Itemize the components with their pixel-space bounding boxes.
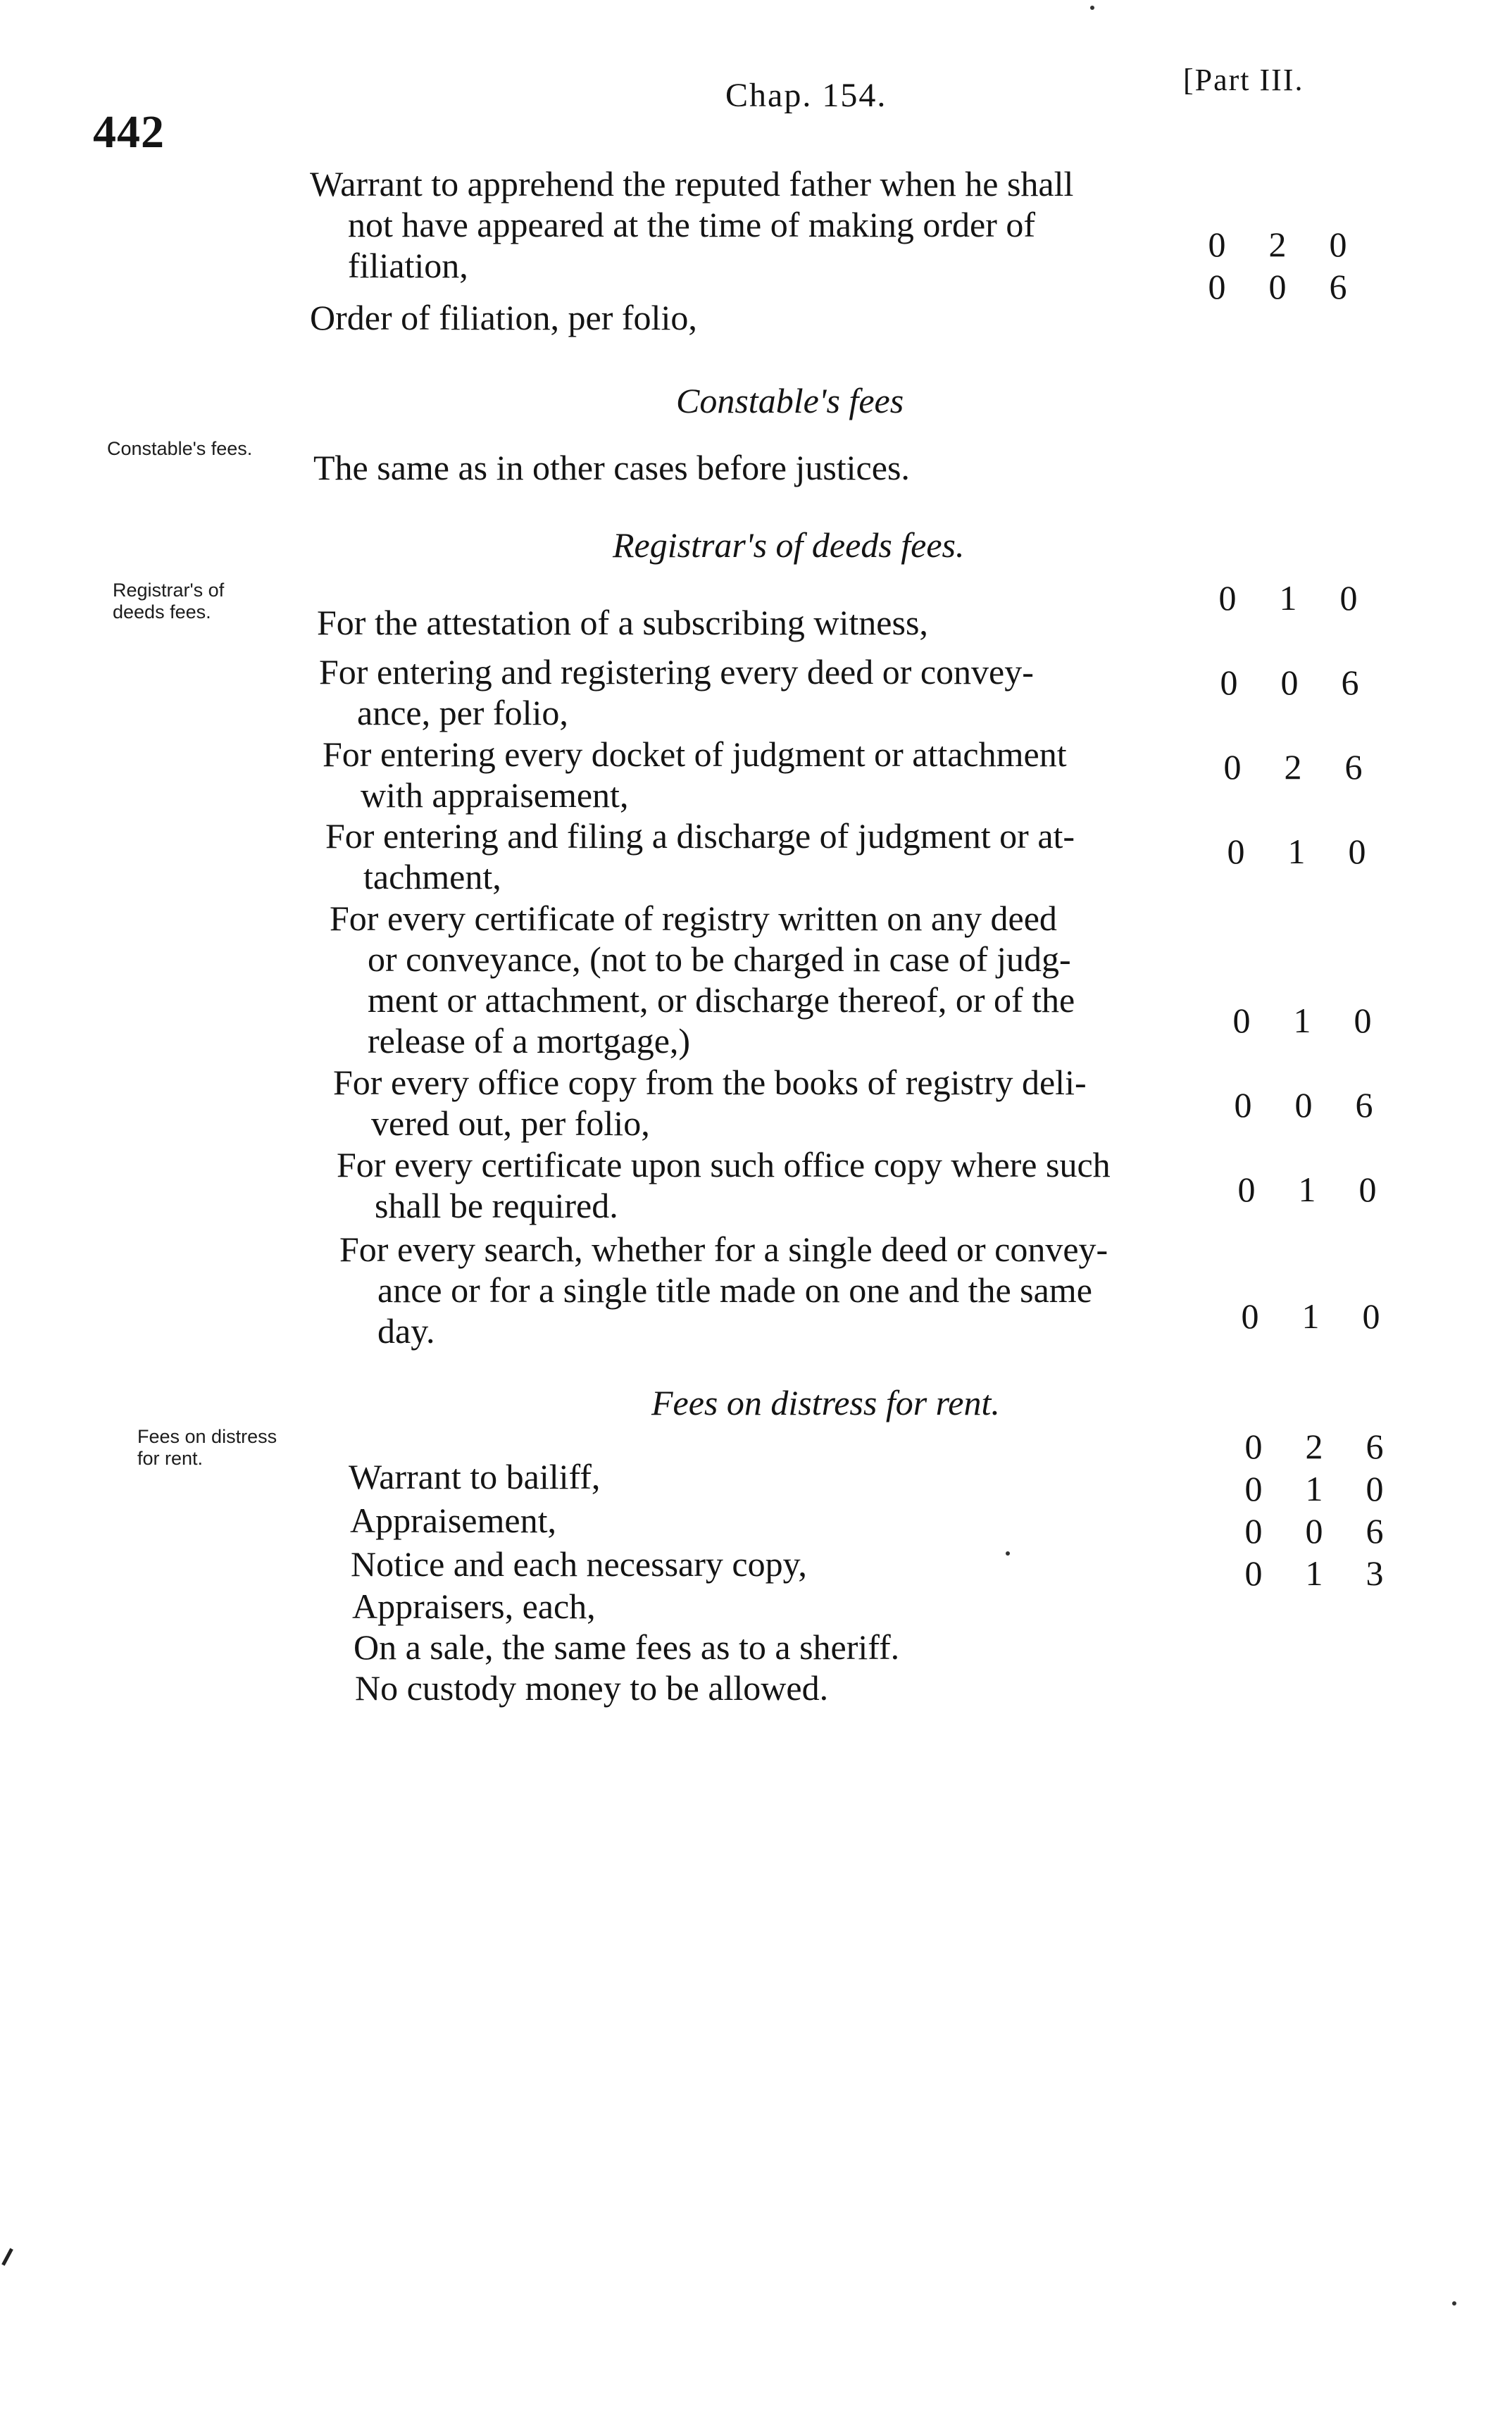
- amount-pounds: 0: [1234, 1085, 1252, 1125]
- amount-pence: 6: [1355, 1085, 1373, 1125]
- entry-line: with appraisement,: [361, 775, 629, 815]
- fee-entry-search: [339, 1229, 1108, 1351]
- scan-speck: [1452, 2301, 1456, 2306]
- amount-shillings: 1: [1301, 1296, 1320, 1336]
- amount-shillings: 1: [1279, 578, 1297, 618]
- entry-line: For the attestation of a subscribing witness,: [317, 603, 928, 642]
- amount-pounds: 0: [1244, 1511, 1263, 1551]
- margin-note-line: Fees on distress: [137, 1426, 277, 1447]
- amount-pence: 0: [1329, 225, 1347, 264]
- page-number: 442: [93, 106, 165, 158]
- amount-pence: 6: [1341, 663, 1359, 702]
- amount-pence: 6: [1329, 267, 1347, 306]
- amount-pence: 0: [1348, 832, 1366, 871]
- entry-line: For entering every docket of judgment or attachment: [323, 734, 1067, 774]
- entry-line: shall be required.: [375, 1186, 618, 1225]
- amount-pounds: 0: [1208, 225, 1226, 264]
- entry-line: For every certificate of registry written on any deed: [330, 899, 1057, 938]
- scan-speck: [1090, 6, 1094, 10]
- fee-amount-warrant-father: [1187, 224, 1368, 265]
- amount-pence: 0: [1362, 1296, 1380, 1336]
- section-heading-distress: Fees on distress for rent.: [651, 1383, 1000, 1422]
- margin-note-line: for rent.: [137, 1448, 204, 1469]
- amount-shillings: 1: [1298, 1170, 1316, 1209]
- amount-pounds: 0: [1244, 1553, 1263, 1593]
- amount-pence: 6: [1366, 1427, 1384, 1466]
- fee-entry-attestation: [317, 602, 928, 643]
- fee-amount-docket-judgment: [1202, 746, 1384, 787]
- amount-pounds: 0: [1218, 578, 1237, 618]
- entry-line: For every office copy from the books of registry deli-: [333, 1063, 1087, 1102]
- entry-line: For entering and registering every deed or convey-: [319, 652, 1034, 692]
- fee-entry-certificate-copy: [337, 1144, 1111, 1226]
- fee-amount-discharge: [1206, 831, 1387, 872]
- entry-line: day.: [377, 1311, 435, 1351]
- fee-entry-warrant-bailiff: Warrant to bailiff,: [349, 1457, 601, 1496]
- amount-shillings: 0: [1280, 663, 1299, 702]
- fee-amount-warrant-bailiff: [1223, 1426, 1405, 1467]
- margin-note-line: Registrar's of: [113, 580, 225, 601]
- fee-entry-appraisers: Appraisers, each,: [352, 1587, 596, 1626]
- entry-line: ance or for a single title made on one and the same: [377, 1270, 1092, 1310]
- fee-amount-attestation: [1197, 577, 1379, 618]
- section-heading-constables: Constable's fees: [676, 381, 904, 420]
- fee-amount-search: [1220, 1296, 1401, 1337]
- scan-speck: [1006, 1551, 1010, 1556]
- entry-line: ance, per folio,: [357, 693, 568, 732]
- entry-line: For every certificate upon such office copy where such: [337, 1145, 1111, 1184]
- amount-pounds: 0: [1232, 1001, 1251, 1040]
- amount-pence: 3: [1366, 1553, 1384, 1593]
- amount-pounds: 0: [1227, 832, 1245, 871]
- entry-line: not have appeared at the time of making order of: [348, 205, 1036, 244]
- margin-note-registrars: [113, 580, 224, 623]
- part-label: [Part III.: [1183, 63, 1304, 97]
- margin-note-distress: [137, 1426, 277, 1470]
- fee-entry-warrant-father: [310, 163, 1073, 286]
- entry-line: or conveyance, (not to be charged in case of judg-: [368, 939, 1071, 979]
- amount-pounds: 0: [1244, 1469, 1263, 1508]
- fee-entry-registering-deed: [319, 651, 1034, 733]
- amount-shillings: 1: [1305, 1553, 1323, 1593]
- scan-edge-mark: [1, 2248, 13, 2265]
- entry-line: release of a mortgage,): [368, 1021, 691, 1061]
- entry-line: filiation,: [348, 246, 468, 285]
- entry-line: tachment,: [363, 857, 501, 896]
- entry-line: ment or attachment, or discharge thereof, or of the: [368, 980, 1075, 1020]
- distress-note-custody: No custody money to be allowed.: [355, 1668, 829, 1708]
- fee-amount-appraisement: [1223, 1468, 1405, 1509]
- amount-shillings: 2: [1305, 1427, 1323, 1466]
- margin-note-constables: Constable's fees.: [107, 438, 253, 459]
- chapter-title: Chap. 154.: [725, 77, 887, 114]
- amount-pence: 0: [1366, 1469, 1384, 1508]
- amount-shillings: 1: [1293, 1001, 1311, 1040]
- fee-amount-registering-deed: [1199, 662, 1380, 703]
- fee-entry-certificate-registry: [330, 898, 1075, 1061]
- amount-pounds: 0: [1237, 1170, 1256, 1209]
- amount-pounds: 0: [1208, 267, 1226, 306]
- fee-amount-certificate-copy: [1216, 1169, 1398, 1210]
- fee-amount-certificate-registry: [1211, 1000, 1393, 1041]
- amount-shillings: 0: [1294, 1085, 1313, 1125]
- amount-shillings: 0: [1305, 1511, 1323, 1551]
- fee-amount-office-copy: [1213, 1084, 1394, 1125]
- fee-amount-appraisers: [1223, 1553, 1405, 1594]
- amount-pence: 0: [1354, 1001, 1372, 1040]
- amount-pence: 6: [1366, 1511, 1384, 1551]
- entry-line: For entering and filing a discharge of judgment or at-: [325, 816, 1075, 856]
- margin-note-line: deeds fees.: [113, 601, 211, 623]
- fee-amount-order-filiation: [1187, 266, 1368, 307]
- amount-pounds: 0: [1220, 663, 1238, 702]
- amount-pence: 0: [1358, 1170, 1377, 1209]
- entry-line: vered out, per folio,: [371, 1103, 650, 1143]
- section-heading-registrars: Registrar's of deeds fees.: [613, 525, 965, 565]
- fee-entry-order-filiation: [310, 297, 697, 338]
- entry-line: Order of filiation, per folio,: [310, 298, 697, 337]
- distress-note-sale: On a sale, the same fees as to a sheriff.: [354, 1627, 900, 1667]
- amount-shillings: 2: [1268, 225, 1287, 264]
- amount-shillings: 0: [1268, 267, 1287, 306]
- fee-amount-notice-copy: [1223, 1510, 1405, 1551]
- amount-pence: 6: [1344, 747, 1363, 787]
- fee-entry-office-copy: [333, 1062, 1087, 1144]
- amount-pounds: 0: [1244, 1427, 1263, 1466]
- constables-text: The same as in other cases before justices.: [313, 448, 910, 487]
- fee-entry-notice-copy: Notice and each necessary copy,: [351, 1544, 807, 1584]
- fee-entry-discharge: [325, 815, 1075, 897]
- amount-pounds: 0: [1241, 1296, 1259, 1336]
- amount-shillings: 2: [1284, 747, 1302, 787]
- fee-entry-appraisement: Appraisement,: [350, 1501, 556, 1540]
- amount-shillings: 1: [1305, 1469, 1323, 1508]
- amount-shillings: 1: [1287, 832, 1306, 871]
- entry-line: Warrant to apprehend the reputed father when he shall: [310, 164, 1074, 204]
- fee-entry-docket-judgment: [323, 734, 1067, 815]
- amount-pounds: 0: [1223, 747, 1242, 787]
- entry-line: For every search, whether for a single deed or convey-: [339, 1230, 1108, 1269]
- amount-pence: 0: [1339, 578, 1358, 618]
